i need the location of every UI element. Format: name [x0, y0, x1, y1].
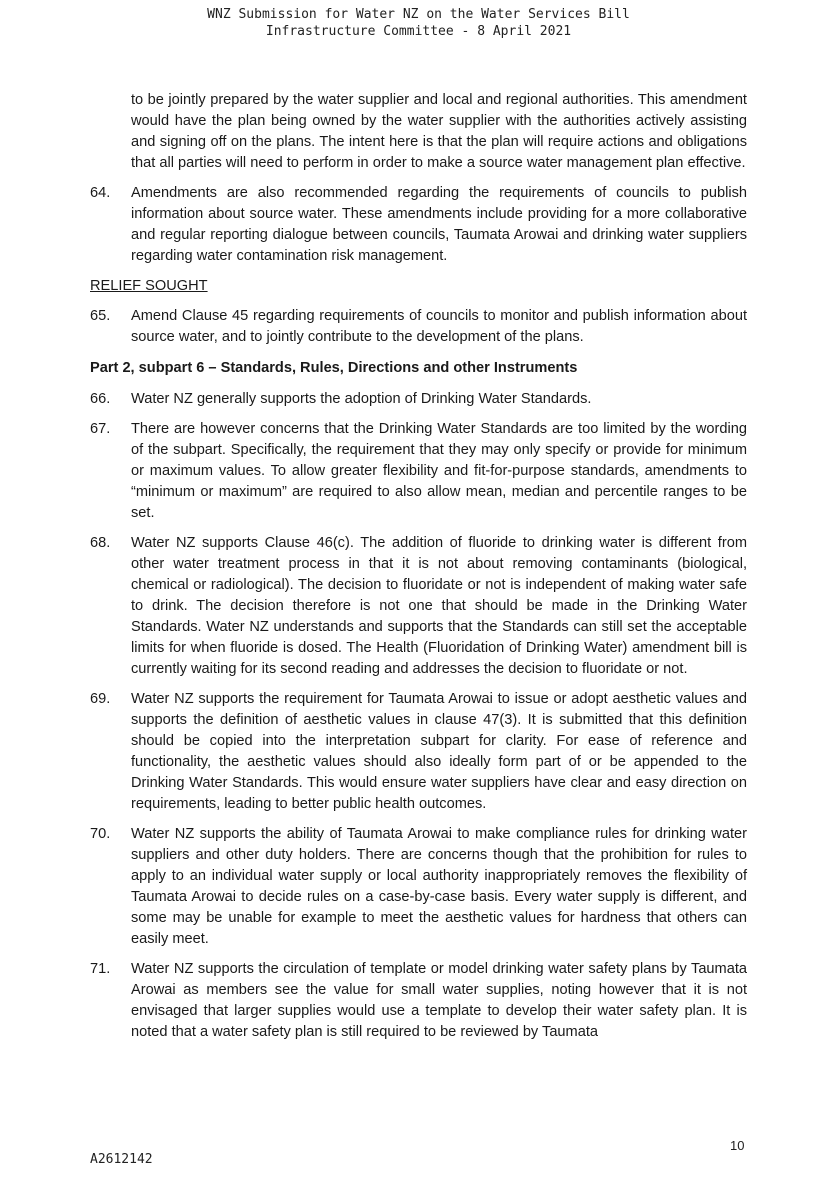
document-id: A2612142 [90, 1152, 153, 1167]
paragraph-text: Amend Clause 45 regarding requirements of councils to monitor and publish information about source water, and to jointly contribute to the development of the plans. [131, 308, 747, 345]
page-number: 10 [730, 1138, 745, 1153]
paragraph-66 [90, 389, 747, 410]
paragraph-67 [90, 419, 747, 524]
paragraph-64 [90, 183, 747, 267]
paragraph-text: Water NZ generally supports the adoption of Drinking Water Standards. [131, 391, 592, 407]
paragraph-number: 71. [90, 961, 111, 977]
paragraph-65 [90, 306, 747, 348]
paragraph-69 [90, 689, 747, 815]
paragraph-71 [90, 959, 747, 1043]
paragraph-text: Water NZ supports the circulation of template or model drinking water safety plans by Taumata Arowai as members see the value for small water supplies, noting however that it is not envisaged that larger supplies would use a template to develop their water safety plan. It is noted that a water safety plan is still required to be reviewed by Taumata [131, 961, 747, 1040]
continuation-paragraph: to be jointly prepared by the water supplier and local and regional authorities. This amendment would have the plan being owned by the water supplier with the authorities actively assisting and signing off on the plans. The intent here is that the plan will require actions and obligations that all parties will need to perform in order to make a source water management plan effective. [131, 92, 747, 171]
paragraph-number: 65. [90, 308, 111, 324]
header-title: WNZ Submission for Water NZ on the Water Services Bill [207, 7, 630, 22]
document-body [90, 90, 747, 1052]
paragraph-number: 69. [90, 691, 111, 707]
paragraph-text: There are however concerns that the Drinking Water Standards are too limited by the wording of the subpart. Specifically, the requirement that they may only specify or provide for minimum or maximum values. To allow greater flexibility and fit-for-purpose standards, amendments to “minimum or maximum” are required to also allow mean, median and percentile ranges to be set. [131, 421, 747, 521]
paragraph-number: 64. [90, 185, 111, 201]
paragraph-text: Amendments are also recommended regarding the requirements of councils to publish information about source water. These amendments include providing for a more collaborative and regular reporting dialogue between councils, Taumata Arowai and drinking water suppliers regarding water contamination risk management. [131, 185, 747, 264]
paragraph-number: 66. [90, 391, 111, 407]
paragraph-text: Water NZ supports the requirement for Taumata Arowai to issue or adopt aesthetic values and supports the definition of aesthetic values in clause 47(3). It is submitted that this definition should be copied into the interpretation subpart for clarity. For ease of reference and functionality, the aesthetic values should also ideally form part of or be appended to the Drinking Water Standards. This would ensure water suppliers have clear and easy direction on requirements, leading to better public health outcomes. [131, 691, 747, 812]
paragraph-number: 67. [90, 421, 111, 437]
paragraph-number: 68. [90, 535, 111, 551]
paragraph-text: Water NZ supports Clause 46(c). The addition of fluoride to drinking water is different from other water treatment process in that it is not about removing contaminants (biological, chemical or radiological). The decision to fluoridate or not is independent of making water safe to drink. The decision therefore is not one that should be made in the Drinking Water Standards. Water NZ understands and supports that the Standards can still set the acceptable limits for when fluoride is dosed. The Health (Fluoridation of Drinking Water) amendment bill is currently waiting for its second reading and addresses the decision to fluoridate or not. [131, 535, 747, 677]
relief-sought-heading: RELIEF SOUGHT [90, 278, 208, 294]
page-header [0, 6, 837, 40]
section-heading: Part 2, subpart 6 – Standards, Rules, Directions and other Instruments [90, 360, 578, 376]
paragraph-number: 70. [90, 826, 111, 842]
header-subtitle: Infrastructure Committee - 8 April 2021 [265, 24, 572, 39]
paragraph-text: Water NZ supports the ability of Taumata Arowai to make compliance rules for drinking water suppliers and other duty holders. There are concerns though that the prohibition for rules to apply to an individual water supply or local authority inappropriately removes the flexibility of Taumata Arowai to decide rules on a case-by-case basis. Every water supply is different, and some may be unable for example to meet the aesthetic values for hardness that others can easily meet. [131, 826, 747, 947]
paragraph-70 [90, 824, 747, 950]
paragraph-68 [90, 533, 747, 680]
